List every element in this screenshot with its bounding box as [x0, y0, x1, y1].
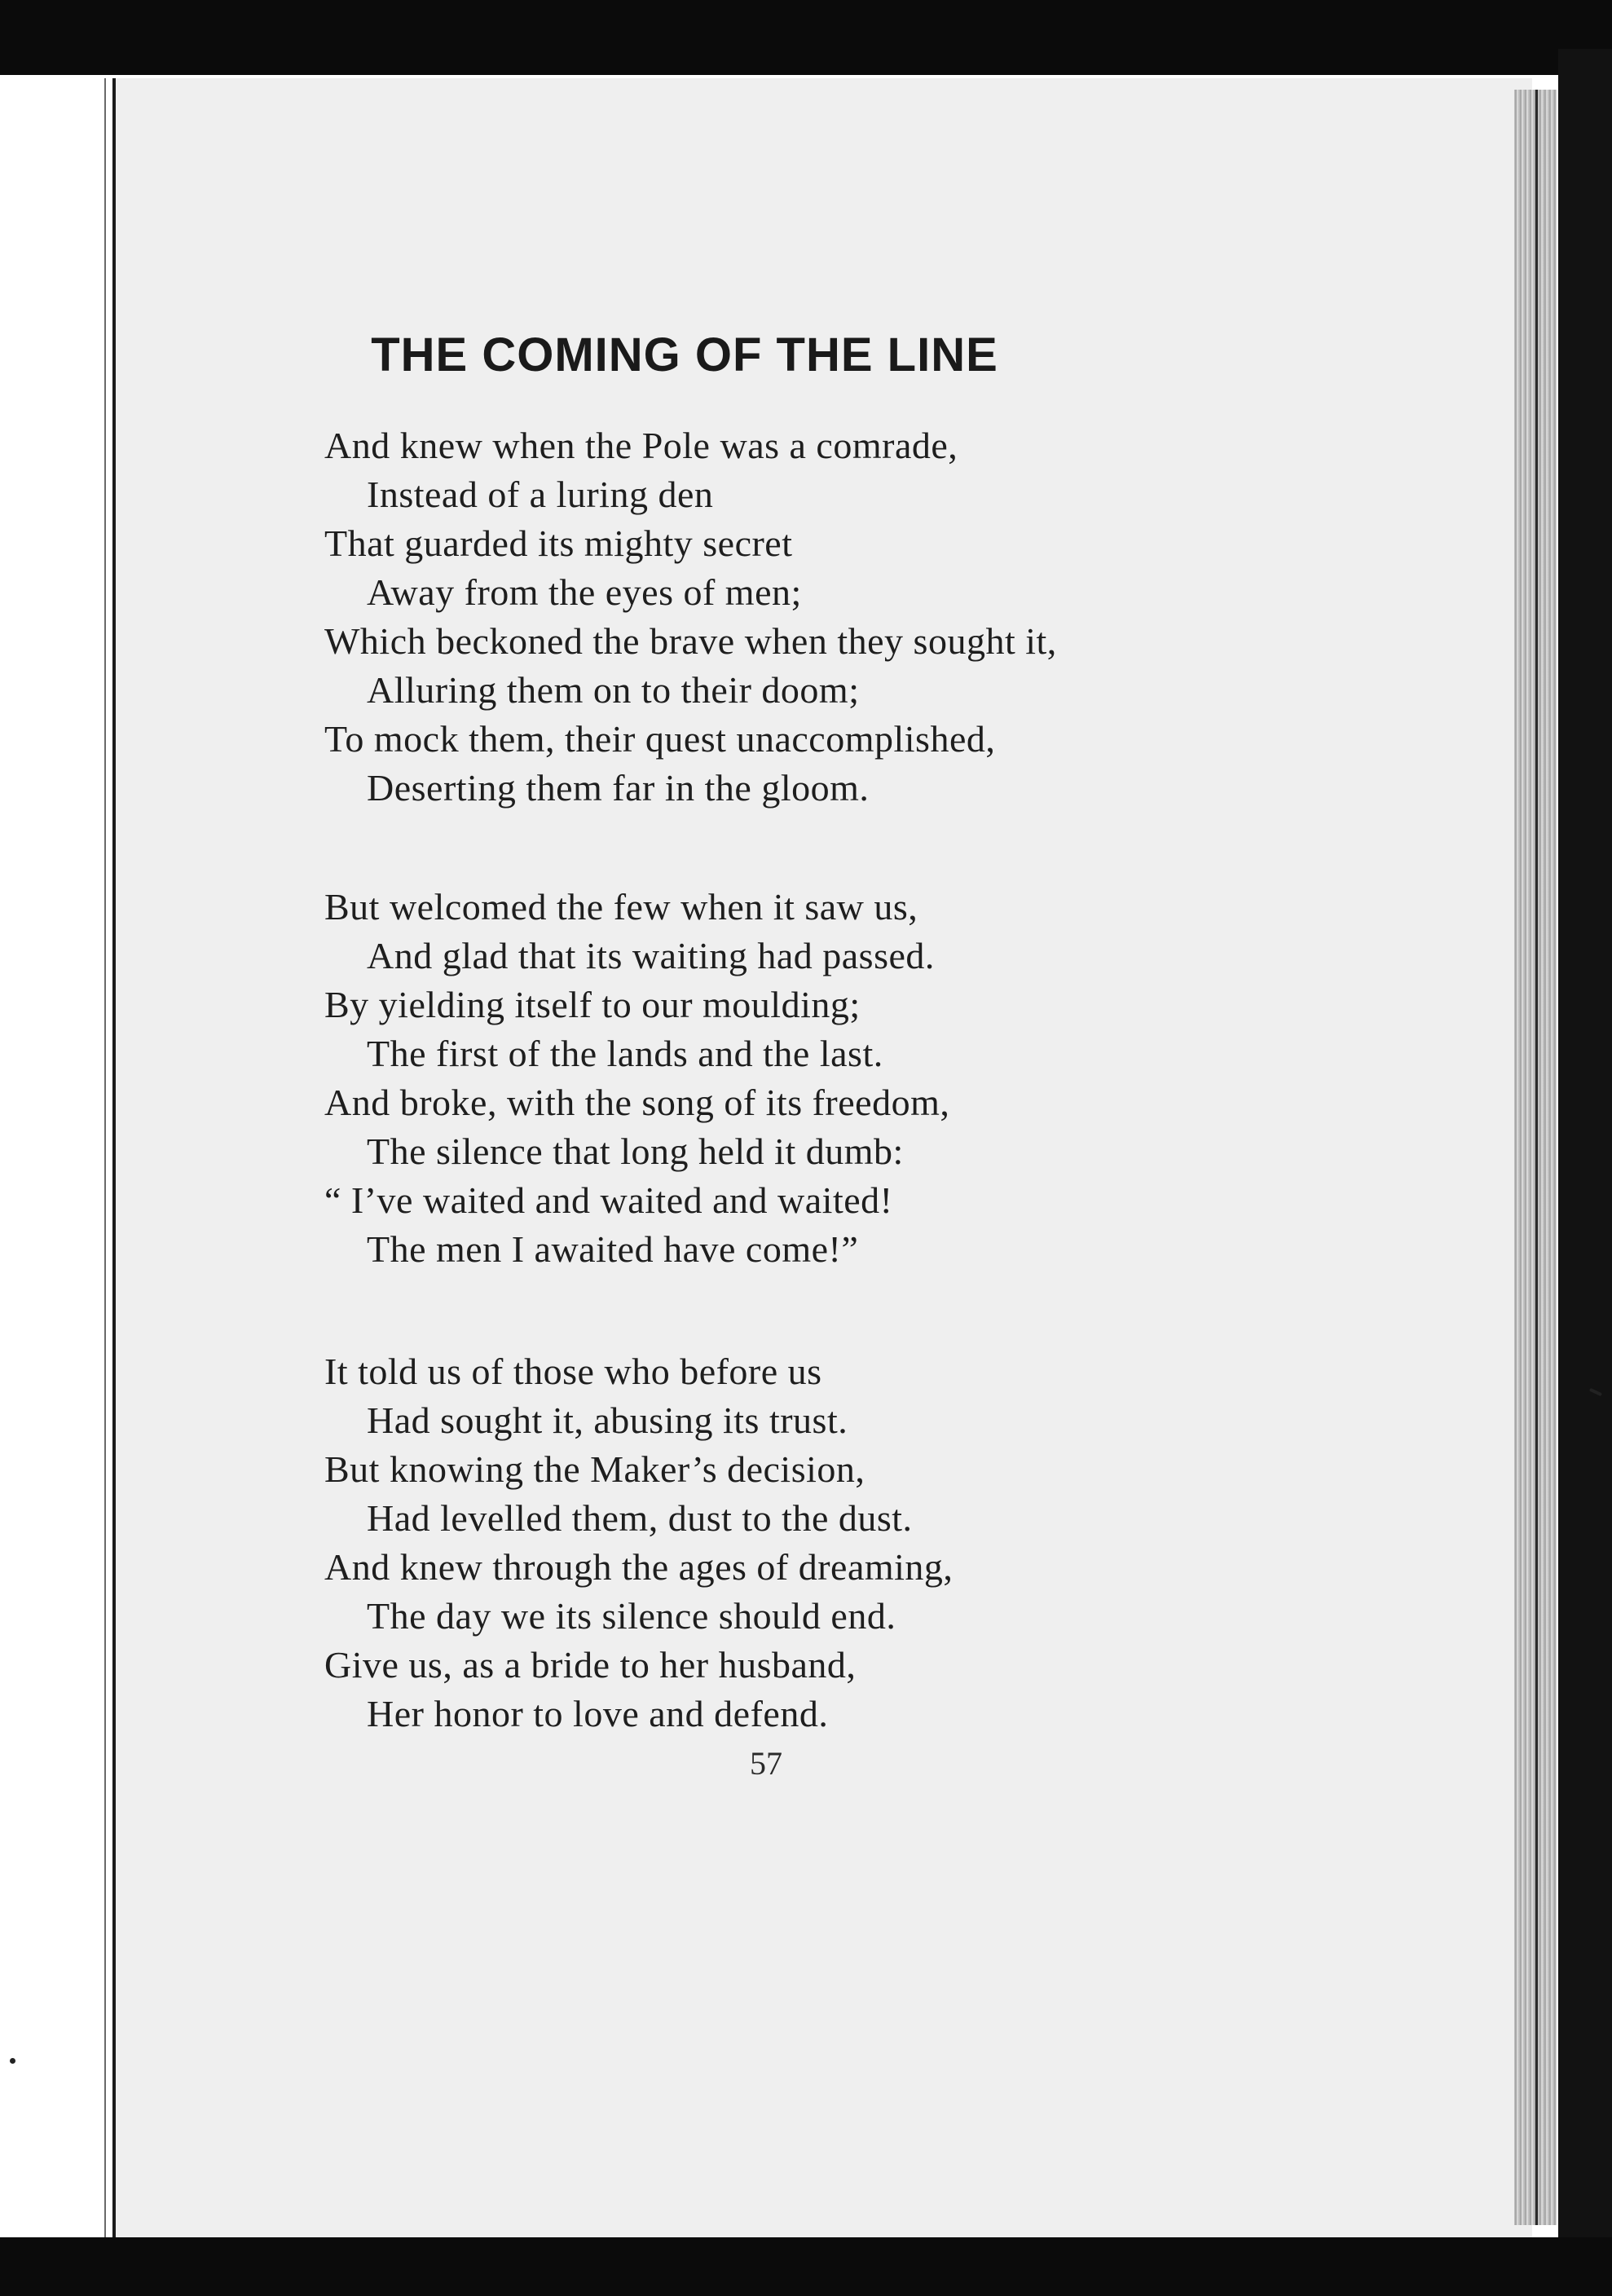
- poem-line: And glad that its waiting had passed.: [367, 935, 935, 976]
- poem-line: To mock them, their quest unaccomplished,: [324, 718, 996, 760]
- poem-line: And broke, with the song of its freedom,: [324, 1082, 950, 1123]
- film-border-right: [1558, 49, 1612, 2250]
- poem-line: But welcomed the few when it saw us,: [324, 886, 918, 928]
- stanza-3: [324, 1347, 953, 1739]
- gutter-line: [112, 78, 116, 2238]
- stanza-1: [324, 421, 1057, 813]
- stanza-2: [324, 883, 949, 1274]
- poem-line: The men I awaited have come!”: [367, 1228, 859, 1270]
- poem-line: It told us of those who before us: [324, 1351, 822, 1392]
- poem-line: By yielding itself to our moulding;: [324, 984, 861, 1025]
- poem-line: Had sought it, abusing its trust.: [367, 1399, 848, 1441]
- poem-line: Deserting them far in the gloom.: [367, 767, 870, 809]
- film-border-top: [0, 0, 1612, 75]
- page-number: 57: [750, 1745, 782, 1782]
- poem-line: Her honor to love and defend.: [367, 1693, 829, 1734]
- page-edge-line: [1535, 90, 1538, 2225]
- poem-line: The silence that long held it dumb:: [367, 1130, 904, 1172]
- poem-line: Give us, as a bride to her husband,: [324, 1644, 857, 1686]
- scan-speck: [10, 2058, 15, 2064]
- poem-line: And knew when the Pole was a comrade,: [324, 425, 958, 466]
- gutter-shadow: [104, 78, 106, 2238]
- poem-line: That guarded its mighty secret: [324, 522, 793, 564]
- film-border-bottom: [0, 2237, 1612, 2296]
- poem-line: The day we its silence should end.: [367, 1595, 896, 1637]
- poem-line: And knew through the ages of dreaming,: [324, 1546, 954, 1588]
- poem-line: Alluring them on to their doom;: [367, 669, 860, 711]
- poem-line: Away from the eyes of men;: [367, 571, 802, 613]
- poem-line: “ I’ve waited and waited and waited!: [324, 1179, 893, 1221]
- poem-line: Had levelled them, dust to the dust.: [367, 1497, 913, 1539]
- poem-line: Instead of a luring den: [367, 474, 714, 515]
- poem-line: Which beckoned the brave when they sought it,: [324, 620, 1057, 662]
- poem-line: But knowing the Maker’s decision,: [324, 1448, 865, 1490]
- poem-line: The first of the lands and the last.: [367, 1033, 883, 1074]
- poem-title: THE COMING OF THE LINE: [371, 328, 998, 381]
